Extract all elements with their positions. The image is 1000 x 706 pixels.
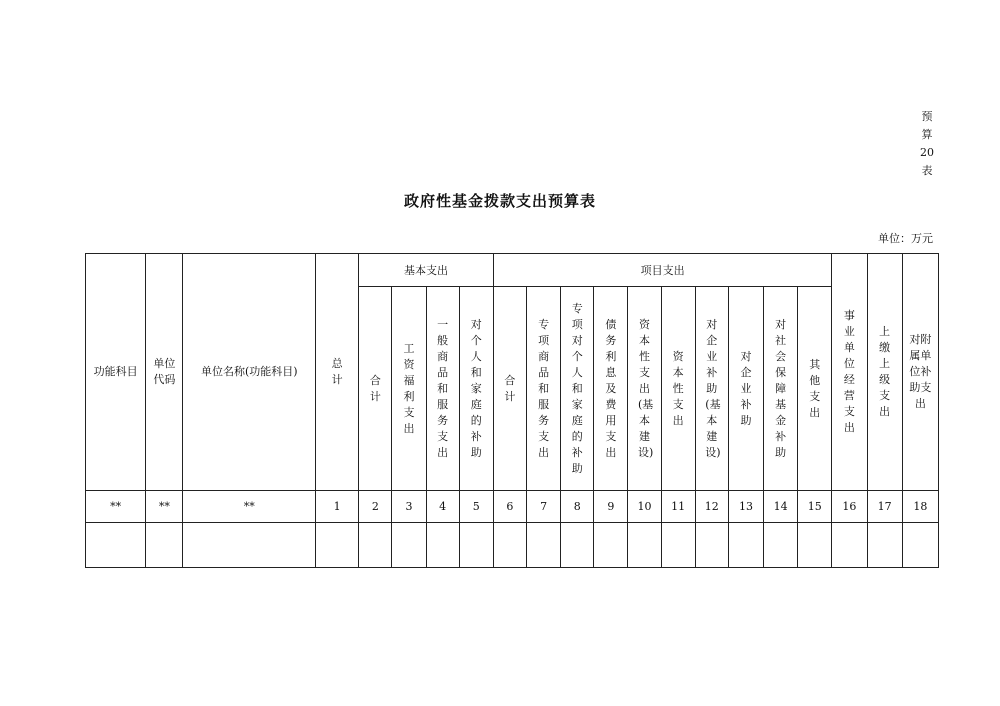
number-cell: 11: [661, 491, 695, 523]
number-cell: 18: [902, 491, 938, 523]
data-cell[interactable]: [661, 523, 695, 568]
page-title: 政府性基金拨款支出预算表: [403, 192, 596, 210]
data-cell[interactable]: [359, 523, 392, 568]
number-cell: 4: [426, 491, 459, 523]
header-debt-interest: 债务利息及费用支出: [594, 287, 628, 491]
header-unit-code: 单位代码: [146, 254, 183, 491]
header-functional-subject: 功能科目: [86, 254, 146, 491]
data-cell[interactable]: [459, 523, 493, 568]
header-special-household-subsidy: 专项对个人和家庭的补助: [561, 287, 594, 491]
data-cell[interactable]: [316, 523, 359, 568]
number-cell: 13: [728, 491, 763, 523]
number-cell: 7: [526, 491, 560, 523]
header-unit-name: 单位名称(功能科目): [183, 254, 316, 491]
data-cell[interactable]: [867, 523, 902, 568]
number-cell: **: [86, 491, 146, 523]
form-id-number: 20: [920, 146, 934, 159]
header-to-affiliated: 对附属单位补助支出: [902, 254, 938, 491]
header-project-expenditure: 项目支出: [493, 254, 832, 287]
number-cell: 14: [764, 491, 798, 523]
data-cell[interactable]: [392, 523, 426, 568]
data-cell[interactable]: [526, 523, 560, 568]
column-number-row: [86, 491, 939, 523]
data-cell[interactable]: [86, 523, 146, 568]
header-wages-welfare: 工资福利支出: [392, 287, 426, 491]
number-cell: 17: [867, 491, 902, 523]
header-business-expenditure: 事业单位经营支出: [832, 254, 867, 491]
header-special-goods-services: 专项商品和服务支出: [526, 287, 560, 491]
number-cell: 1: [316, 491, 359, 523]
data-cell[interactable]: [832, 523, 867, 568]
number-cell: 16: [832, 491, 867, 523]
number-cell: 6: [493, 491, 526, 523]
number-cell: 9: [594, 491, 628, 523]
header-total: 总计: [316, 254, 359, 491]
data-cell[interactable]: [695, 523, 728, 568]
header-to-superior: 上缴上级支出: [867, 254, 902, 491]
data-cell[interactable]: [764, 523, 798, 568]
empty-data-row: [86, 523, 939, 568]
data-cell[interactable]: [728, 523, 763, 568]
data-cell[interactable]: [798, 523, 832, 568]
number-cell: 8: [561, 491, 594, 523]
form-id: [915, 108, 939, 180]
header-enterprise-subsidy: 对企业补助: [728, 287, 763, 491]
data-cell[interactable]: [426, 523, 459, 568]
number-cell: 15: [798, 491, 832, 523]
number-cell: 12: [695, 491, 728, 523]
number-cell: 10: [628, 491, 661, 523]
data-cell[interactable]: [561, 523, 594, 568]
header-basic-total: 合计: [359, 287, 392, 491]
header-enterprise-subsidy-infrastructure: 对企业补助(基本建设): [695, 287, 728, 491]
number-cell: 5: [459, 491, 493, 523]
data-cell[interactable]: [493, 523, 526, 568]
header-social-security-subsidy: 对社会保障基金补助: [764, 287, 798, 491]
data-cell[interactable]: [902, 523, 938, 568]
header-basic-expenditure: 基本支出: [359, 254, 494, 287]
data-cell[interactable]: [183, 523, 316, 568]
header-capital-infrastructure: 资本性支出(基本建设): [628, 287, 661, 491]
number-cell: **: [183, 491, 316, 523]
form-id-char: 预: [921, 110, 933, 123]
data-cell[interactable]: [146, 523, 183, 568]
data-cell[interactable]: [628, 523, 661, 568]
form-id-char: 表: [921, 164, 933, 177]
data-cell[interactable]: [594, 523, 628, 568]
header-capital-expenditure: 资本性支出: [661, 287, 695, 491]
header-household-subsidy: 对个人和家庭的补助: [459, 287, 493, 491]
number-cell: 3: [392, 491, 426, 523]
number-cell: **: [146, 491, 183, 523]
unit-label: 单位：万元: [878, 232, 933, 245]
form-id-char: 算: [921, 128, 933, 141]
header-other-expenditure: 其他支出: [798, 287, 832, 491]
header-goods-services: 一般商品和服务支出: [426, 287, 459, 491]
budget-table: [85, 253, 939, 568]
number-cell: 2: [359, 491, 392, 523]
header-project-total: 合计: [493, 287, 526, 491]
